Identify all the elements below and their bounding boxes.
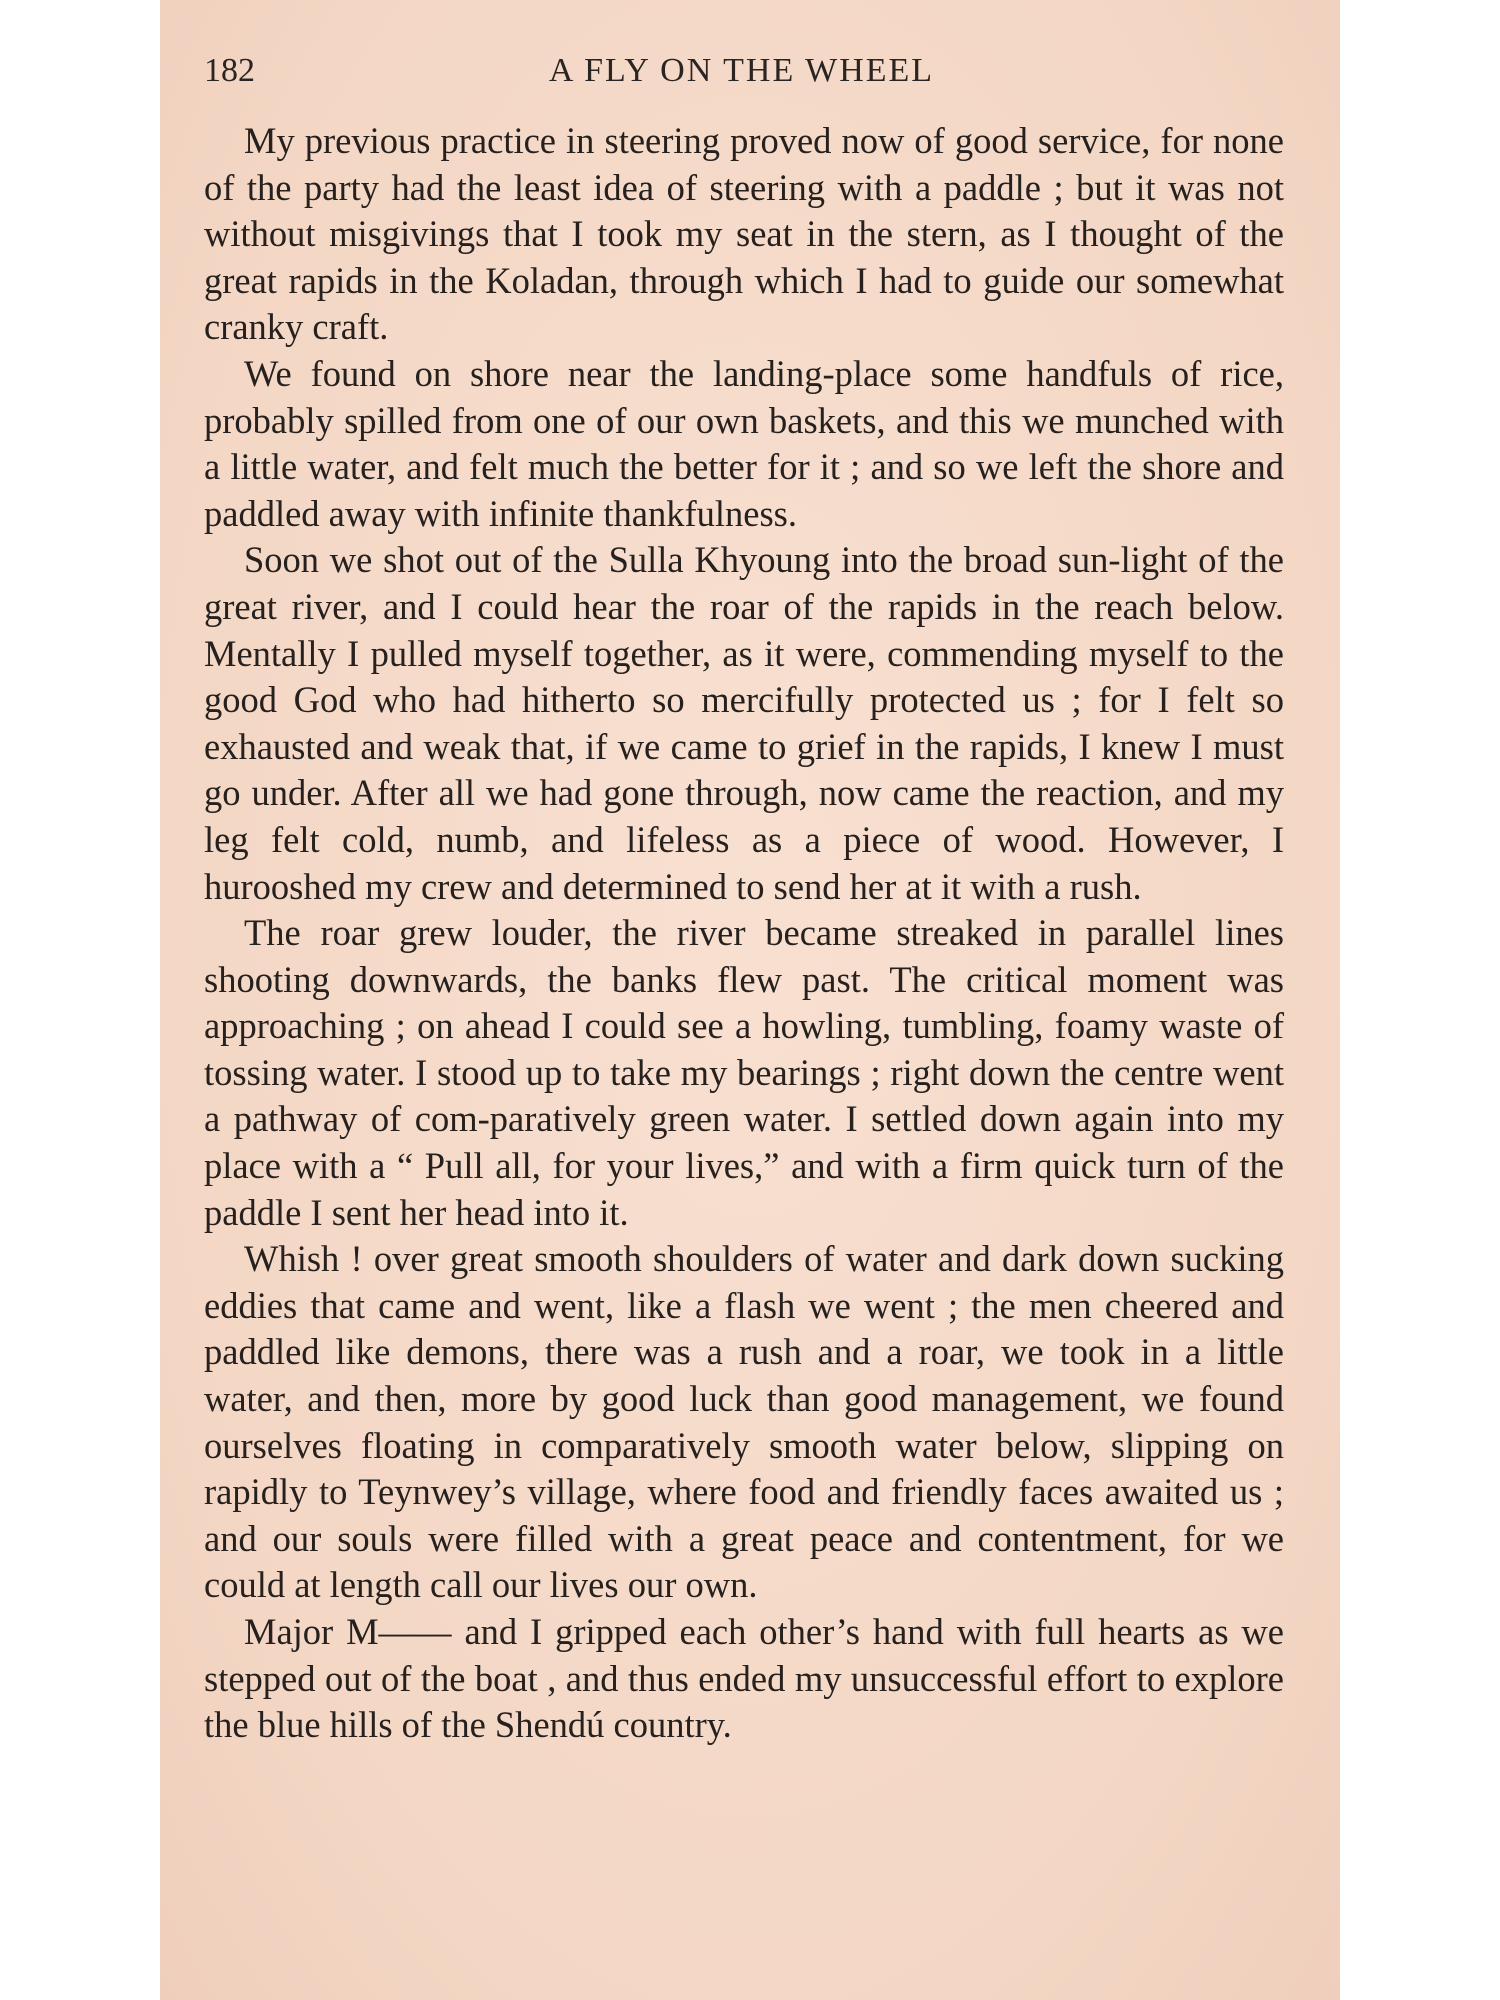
paragraph: Soon we shot out of the Sulla Khyoung into the broad sun-light of the great river, and I could hear the roar of the rapids in the reach below. Mentally I pulled myself together, as it were, commending myself to the good God who had hitherto so mercifully protected us ; for I felt so exhausted and weak that, if we came to grief in the rapids, I knew I must go under. After all we had gone through, now came the reaction, and my leg felt cold, numb, and lifeless as a piece of wood. However, I hurooshed my crew and determined to send her at it with a rush. (204, 539, 1284, 907)
paragraph: The roar grew louder, the river became streaked in parallel lines shooting downwards, the banks flew past. The critical moment was approaching ; on ahead I could see a howling, tumbling, foamy waste of tossing water. I stood up to take my bearings ; right down the centre went a pathway of com-paratively green water. I settled down again into my place with a “ Pull all, for your lives,” and with a firm quick turn of the paddle I sent her head into it. (204, 912, 1284, 1233)
paragraph: Major M—— and I gripped each other’s hand with full hearts as we stepped out of the boat , and thus ended my unsuccessful effort to explore the blue hills of the Shendú country. (204, 1611, 1284, 1746)
paragraph: We found on shore near the landing-place some handfuls of rice, probably spilled from one of our own baskets, and this we munched with a little water, and felt much the better for it ; and so we left the shore and paddled away with infinite thankfulness. (204, 352, 1284, 534)
running-title: A FLY ON THE WHEEL (548, 52, 935, 89)
page-header (204, 52, 1279, 102)
page-number: 182 (204, 52, 255, 89)
page-body (204, 118, 1284, 1749)
paragraph: Whish ! over great smooth shoulders of water and dark down sucking eddies that came and went, like a flash we went ; the men cheered and paddled like demons, there was a rush and a roar, we took in a little water, and then, more by good luck than good management, we found ourselves floating in comparatively smooth water below, slipping on rapidly to Teynwey’s village, where food and friendly faces awaited us ; and our souls were filled with a great peace and contentment, for we could at length call our lives our own. (204, 1238, 1284, 1606)
paragraph: My previous practice in steering proved now of good service, for none of the party had the least idea of steering with a paddle ; but it was not without misgivings that I took my seat in the stern, as I thought of the great rapids in the Koladan, through which I had to guide our somewhat cranky craft. (204, 120, 1284, 348)
book-page (160, 0, 1340, 2000)
